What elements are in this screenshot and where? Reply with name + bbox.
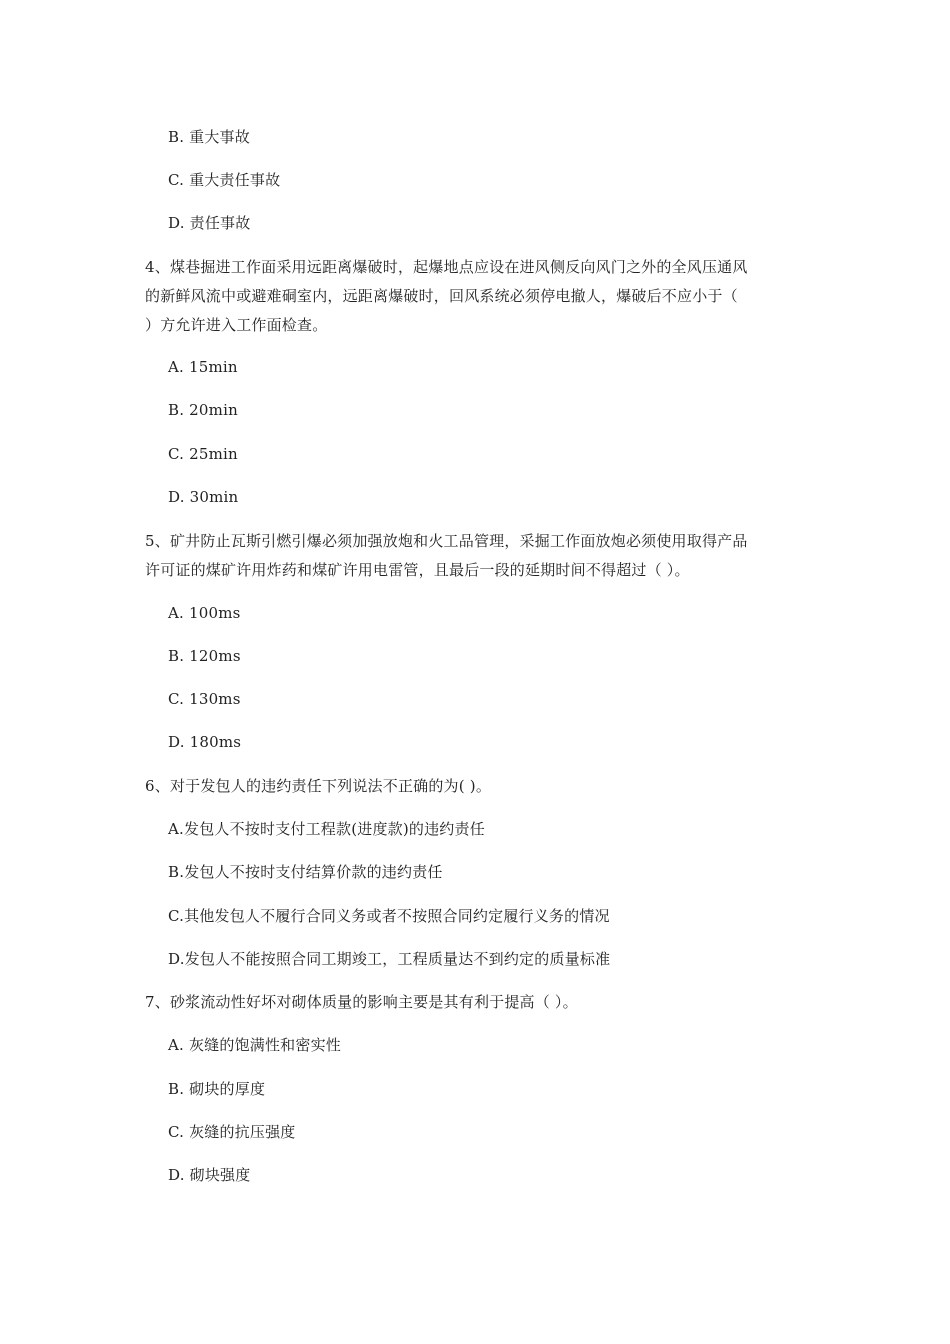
q4-option-b: B. 20min bbox=[168, 401, 238, 419]
q5-option-d: D. 180ms bbox=[168, 733, 242, 751]
q4-stem-line-1: 4、煤巷掘进工作面采用远距离爆破时，起爆地点应设在进风侧反向风门之外的全风压通风 bbox=[145, 258, 748, 276]
q3-option-b: B. 重大事故 bbox=[168, 128, 250, 146]
q5-option-b: B. 120ms bbox=[168, 647, 241, 665]
q5-option-a: A. 100ms bbox=[168, 604, 241, 622]
q3-option-c: C. 重大责任事故 bbox=[168, 171, 281, 189]
q7-option-a: A. 灰缝的饱满性和密实性 bbox=[168, 1036, 341, 1054]
q6-option-d: D.发包人不能按照合同工期竣工，工程质量达不到约定的质量标准 bbox=[168, 950, 611, 968]
q6-option-c: C.其他发包人不履行合同义务或者不按照合同约定履行义务的情况 bbox=[168, 907, 610, 925]
q4-option-d: D. 30min bbox=[168, 488, 239, 506]
q3-option-d: D. 责任事故 bbox=[168, 214, 251, 232]
q6-stem: 6、对于发包人的违约责任下列说法不正确的为( )。 bbox=[145, 777, 492, 795]
q5-stem-line-1: 5、矿井防止瓦斯引燃引爆必须加强放炮和火工品管理，采掘工作面放炮必须使用取得产品 bbox=[145, 532, 748, 550]
q4-option-a: A. 15min bbox=[168, 358, 238, 376]
q6-option-b: B.发包人不按时支付结算价款的违约责任 bbox=[168, 863, 443, 881]
q7-option-b: B. 砌块的厚度 bbox=[168, 1080, 266, 1098]
q4-stem-line-3: ）方允许进入工作面检查。 bbox=[145, 316, 328, 334]
q7-stem: 7、砂浆流动性好坏对砌体质量的影响主要是其有利于提高（ ）。 bbox=[145, 993, 578, 1011]
q5-stem-line-2: 许可证的煤矿许用炸药和煤矿许用电雷管，且最后一段的延期时间不得超过（ ）。 bbox=[145, 561, 690, 579]
q5-option-c: C. 130ms bbox=[168, 690, 241, 708]
q4-option-c: C. 25min bbox=[168, 445, 238, 463]
q7-option-d: D. 砌块强度 bbox=[168, 1166, 251, 1184]
q7-option-c: C. 灰缝的抗压强度 bbox=[168, 1123, 296, 1141]
q4-stem-line-2: 的新鲜风流中或避难硐室内，远距离爆破时，回风系统必须停电撤人，爆破后不应小于（ bbox=[145, 287, 738, 305]
q6-option-a: A.发包人不按时支付工程款(进度款)的违约责任 bbox=[168, 820, 485, 838]
